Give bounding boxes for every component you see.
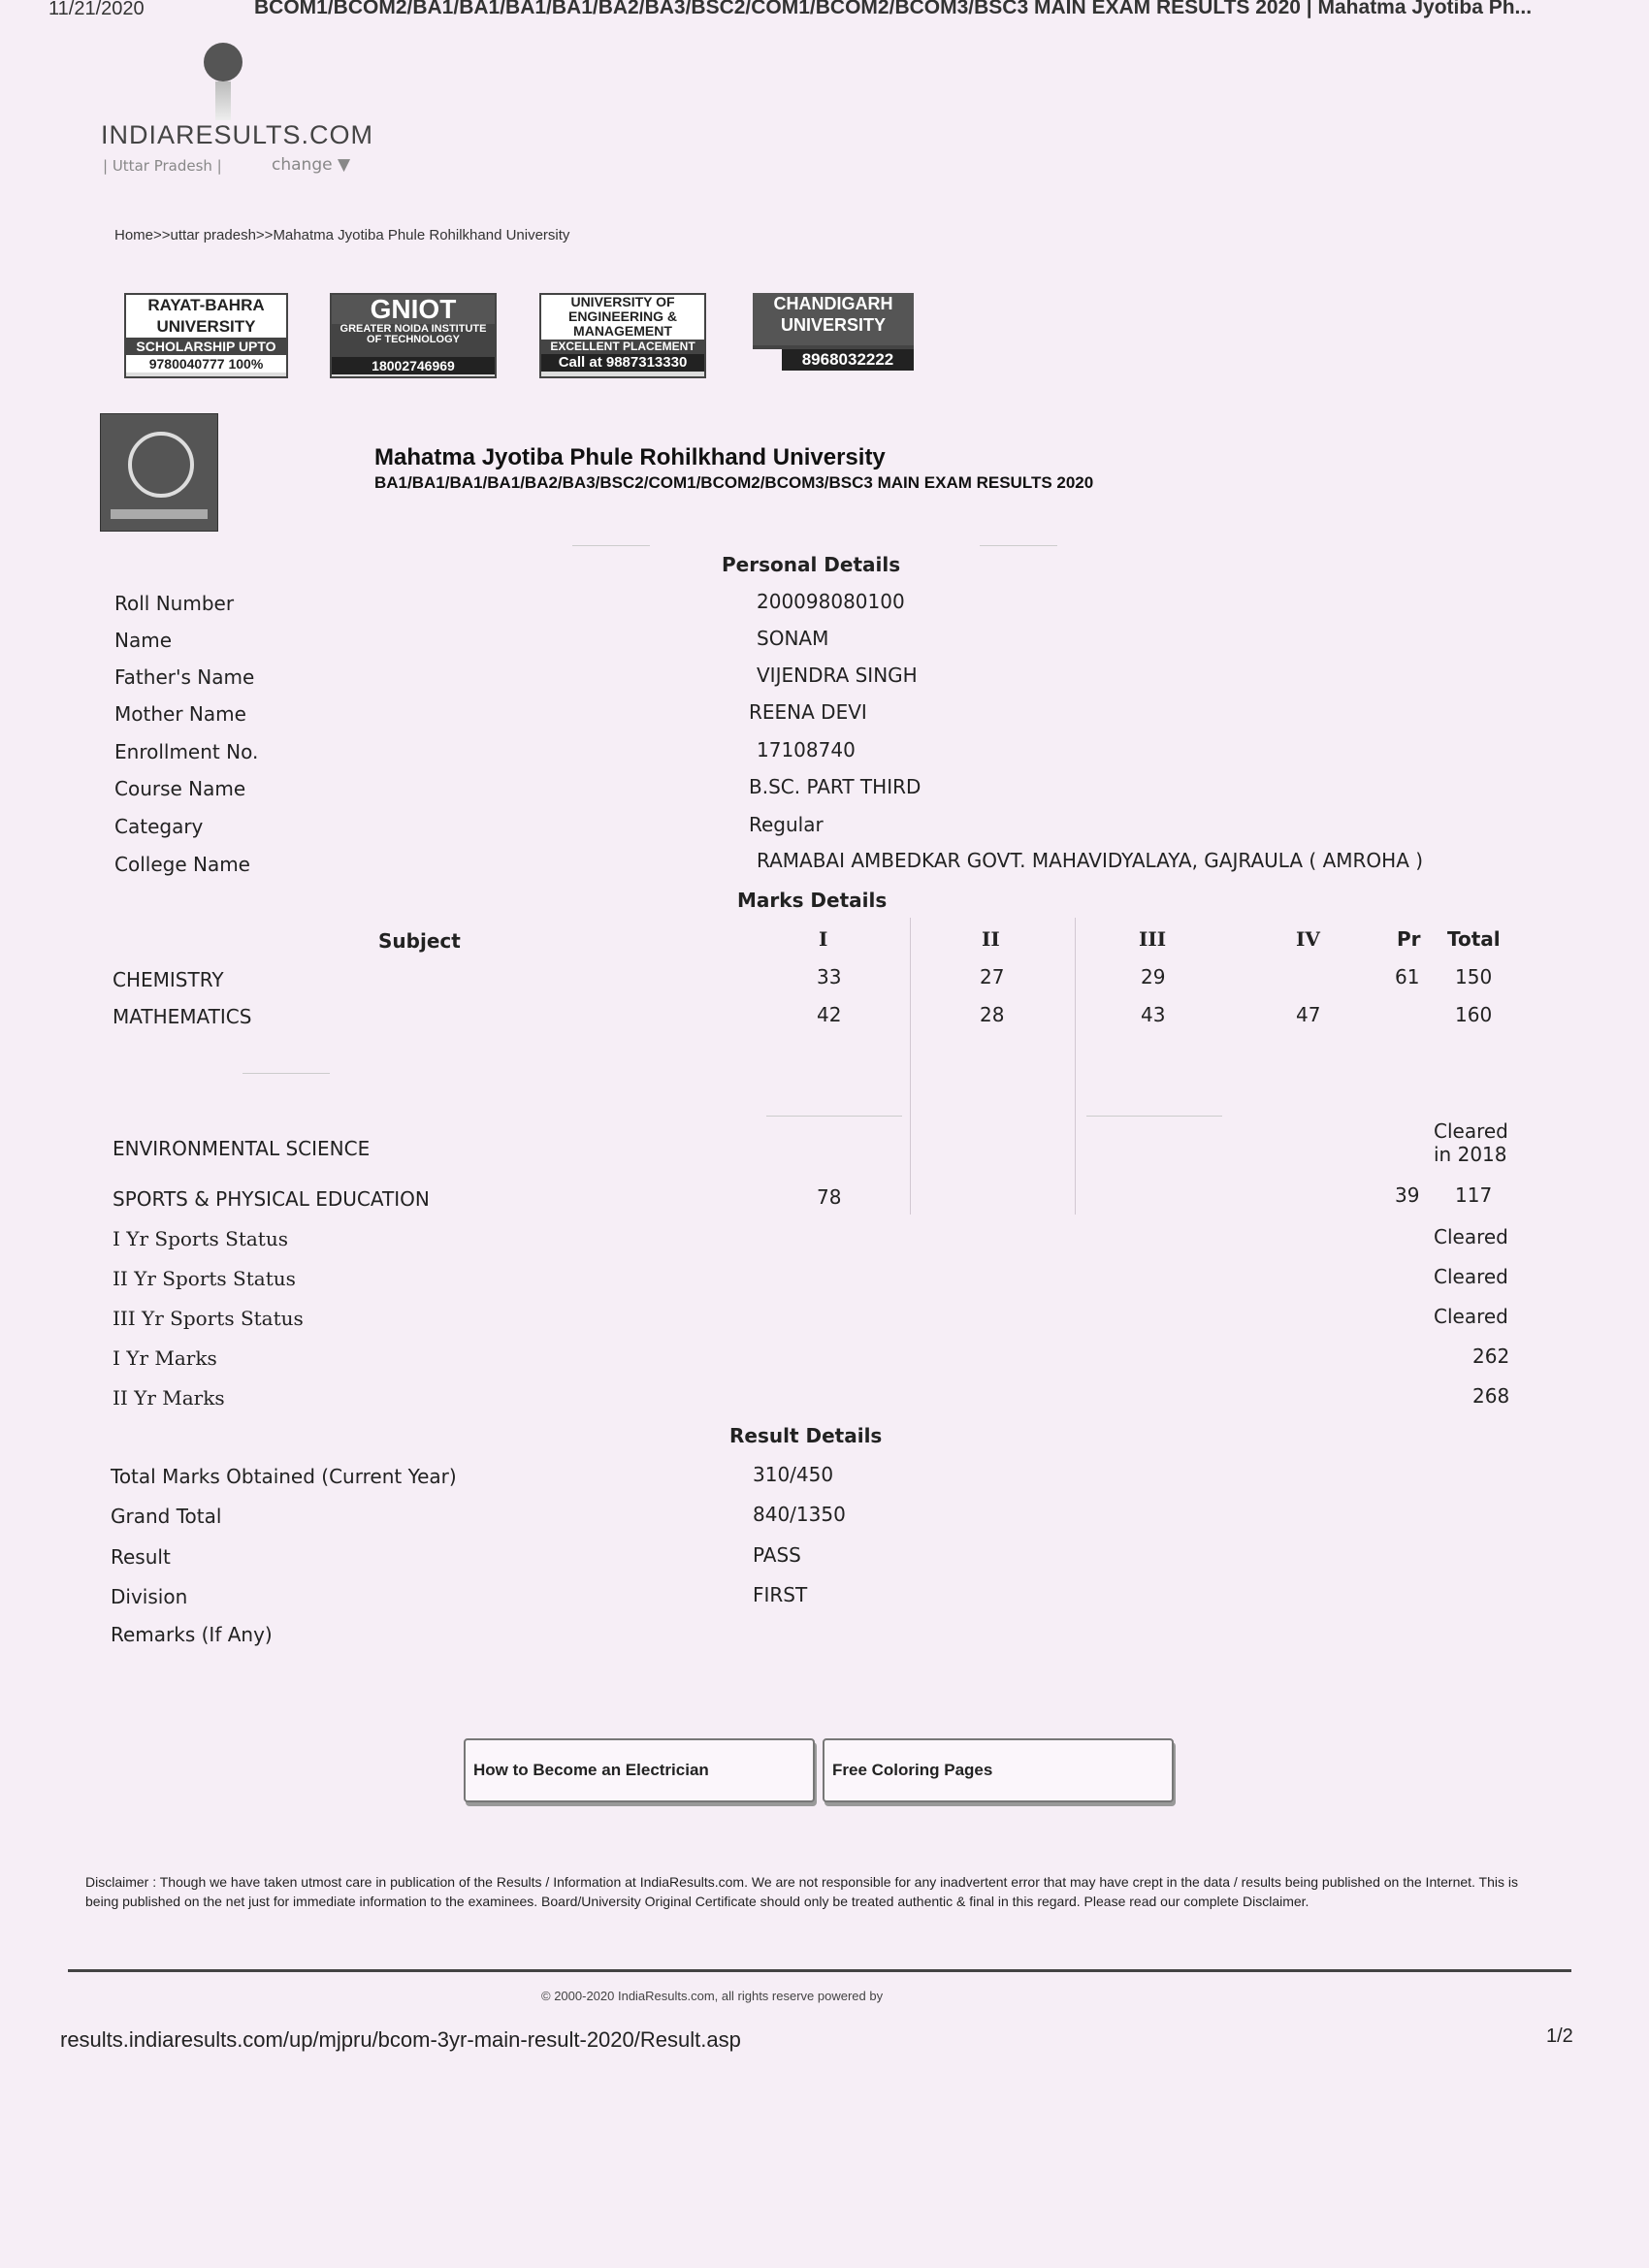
university-name: Mahatma Jyotiba Phule Rohilkhand University: [374, 444, 886, 470]
print-title: BCOM1/BCOM2/BA1/BA1/BA1/BA1/BA2/BA3/BSC2/COM1/BCOM2/BCOM3/BSC3 MAIN EXAM RESULTS 2020 | Mahatma Jyotiba Ph...: [254, 0, 1533, 18]
link-free-coloring-pages[interactable]: Free Coloring Pages: [823, 1738, 1174, 1802]
chemistry-paper-i: 33: [817, 965, 842, 988]
breadcrumb[interactable]: Home>>uttar pradesh>>Mahatma Jyotiba Phule Rohilkhand University: [114, 227, 570, 243]
value-ii-yr-marks: 268: [1472, 1384, 1510, 1408]
ad-gniot[interactable]: [330, 293, 497, 378]
ad-phone: Call at 9887313330: [541, 354, 704, 372]
mathematics-paper-iii: 43: [1141, 1003, 1166, 1026]
state-label: | Uttar Pradesh |: [103, 157, 222, 175]
mathematics-total: 160: [1455, 1003, 1493, 1026]
label-remarks: Remarks (If Any): [111, 1623, 273, 1646]
header-paper-iv: IV: [1296, 927, 1320, 951]
change-state-link[interactable]: change ▼: [272, 155, 351, 175]
chemistry-practical: 61: [1395, 965, 1420, 988]
value-category: Regular: [749, 813, 824, 836]
value-division: FIRST: [753, 1583, 808, 1606]
value-enrollment-no: 17108740: [757, 738, 856, 761]
ad-phone: 9780040777 100%: [126, 355, 286, 373]
value-i-yr-marks: 262: [1472, 1345, 1510, 1368]
label-category: Categary: [114, 815, 204, 838]
print-date: 11/21/2020: [48, 0, 145, 19]
header-paper-i: I: [819, 927, 828, 951]
label-father-name: Father's Name: [114, 665, 255, 689]
header-paper-ii: II: [982, 927, 1000, 951]
personal-details-heading: Personal Details: [722, 553, 901, 576]
environmental-status-line1: Cleared: [1434, 1119, 1508, 1143]
site-logo-stem: [215, 81, 231, 120]
ad-title: UNIVERSITY OF ENGINEERING & MANAGEMENT: [541, 295, 704, 340]
value-total-marks: 310/450: [753, 1463, 834, 1486]
chemistry-total: 150: [1455, 965, 1493, 988]
label-iii-yr-sports: III Yr Sports Status: [113, 1307, 304, 1330]
label-course-name: Course Name: [114, 777, 246, 800]
ad-title: CHANDIGARH UNIVERSITY: [753, 293, 914, 345]
footer-divider: [68, 1969, 1571, 1972]
environmental-status-line2: in 2018: [1434, 1143, 1507, 1166]
subject-chemistry: CHEMISTRY: [113, 968, 224, 991]
mathematics-paper-i: 42: [817, 1003, 842, 1026]
label-i-yr-marks: I Yr Marks: [113, 1346, 217, 1370]
value-result: PASS: [753, 1543, 801, 1567]
label-i-yr-sports: I Yr Sports Status: [113, 1227, 288, 1250]
value-name: SONAM: [757, 627, 829, 650]
ad-phone: 18002746969: [332, 357, 495, 374]
marks-details-heading: Marks Details: [737, 889, 888, 912]
mathematics-paper-ii: 28: [980, 1003, 1005, 1026]
label-name: Name: [114, 629, 173, 652]
sports-practical: 39: [1395, 1183, 1420, 1207]
ad-phone: 8968032222: [782, 349, 914, 371]
site-logo[interactable]: INDIARESULTS.COM: [101, 120, 374, 149]
disclaimer-text: Disclaimer : Though we have taken utmost care in publication of the Results / Information at IndiaResults.com. We are not responsible for any inadvertent error that may have crept in the data / results being published on the Internet. This is being published on the net just for immediate information to the examinees. Board/University Original Certificate should only be treated authentic & final in this regard. Please read our complete Disclaimer.: [85, 1874, 1519, 1909]
exam-title: BA1/BA1/BA1/BA1/BA2/BA3/BSC2/COM1/BCOM2/BCOM3/BSC3 MAIN EXAM RESULTS 2020: [374, 473, 1094, 492]
label-enrollment-no: Enrollment No.: [114, 740, 259, 763]
value-ii-yr-sports: Cleared: [1434, 1265, 1508, 1288]
label-division: Division: [111, 1585, 188, 1608]
page-url: results.indiaresults.com/up/mjpru/bcom-3yr-main-result-2020/Result.asp: [60, 2027, 741, 2052]
subject-environmental-science: ENVIRONMENTAL SCIENCE: [113, 1137, 371, 1160]
value-father-name: VIJENDRA SINGH: [757, 664, 918, 687]
header-subject: Subject: [378, 929, 461, 953]
header-practical: Pr: [1397, 927, 1421, 951]
subject-mathematics: MATHEMATICS: [113, 1005, 252, 1028]
label-ii-yr-marks: II Yr Marks: [113, 1386, 225, 1409]
ad-chandigarh[interactable]: [753, 293, 914, 374]
value-college-name: RAMABAI AMBEDKAR GOVT. MAHAVIDYALAYA, GAJRAULA ( AMROHA ): [757, 849, 1424, 872]
label-mother-name: Mother Name: [114, 702, 246, 726]
value-iii-yr-sports: Cleared: [1434, 1305, 1508, 1328]
sports-total: 117: [1455, 1183, 1493, 1207]
ad-uem[interactable]: [539, 293, 706, 378]
ad-subtitle: EXCELLENT PLACEMENT: [541, 340, 704, 354]
label-ii-yr-sports: II Yr Sports Status: [113, 1267, 296, 1290]
page-number: 1/2: [1546, 2025, 1573, 2047]
chemistry-paper-iii: 29: [1141, 965, 1166, 988]
header-paper-iii: III: [1139, 927, 1167, 951]
link-become-electrician[interactable]: How to Become an Electrician: [464, 1738, 815, 1802]
university-emblem-icon: [100, 413, 218, 532]
copyright-text: © 2000-2020 IndiaResults.com, all rights reserve powered by: [541, 1989, 884, 2003]
value-mother-name: REENA DEVI: [749, 700, 867, 724]
label-total-marks: Total Marks Obtained (Current Year): [111, 1465, 457, 1488]
ad-title: RAYAT-BAHRA UNIVERSITY: [126, 295, 286, 338]
ad-title: GNIOT: [332, 295, 495, 324]
value-grand-total: 840/1350: [753, 1503, 846, 1526]
result-details-heading: Result Details: [729, 1424, 883, 1447]
value-course-name: B.SC. PART THIRD: [749, 775, 922, 798]
sports-paper-i: 78: [817, 1185, 842, 1209]
label-roll-number: Roll Number: [114, 592, 235, 615]
label-college-name: College Name: [114, 853, 250, 876]
header-total: Total: [1447, 927, 1501, 951]
value-i-yr-sports: Cleared: [1434, 1225, 1508, 1248]
chemistry-paper-ii: 27: [980, 965, 1005, 988]
ad-subtitle: GREATER NOIDA INSTITUTE OF TECHNOLOGY: [332, 324, 495, 357]
mathematics-paper-iv: 47: [1296, 1003, 1321, 1026]
subject-sports: SPORTS & PHYSICAL EDUCATION: [113, 1187, 430, 1211]
site-logo-icon: [204, 43, 242, 81]
ad-subtitle: SCHOLARSHIP UPTO: [126, 338, 286, 355]
label-result: Result: [111, 1545, 171, 1569]
value-roll-number: 200098080100: [757, 590, 905, 613]
label-grand-total: Grand Total: [111, 1505, 222, 1528]
ad-rayat-bahra[interactable]: [124, 293, 288, 378]
